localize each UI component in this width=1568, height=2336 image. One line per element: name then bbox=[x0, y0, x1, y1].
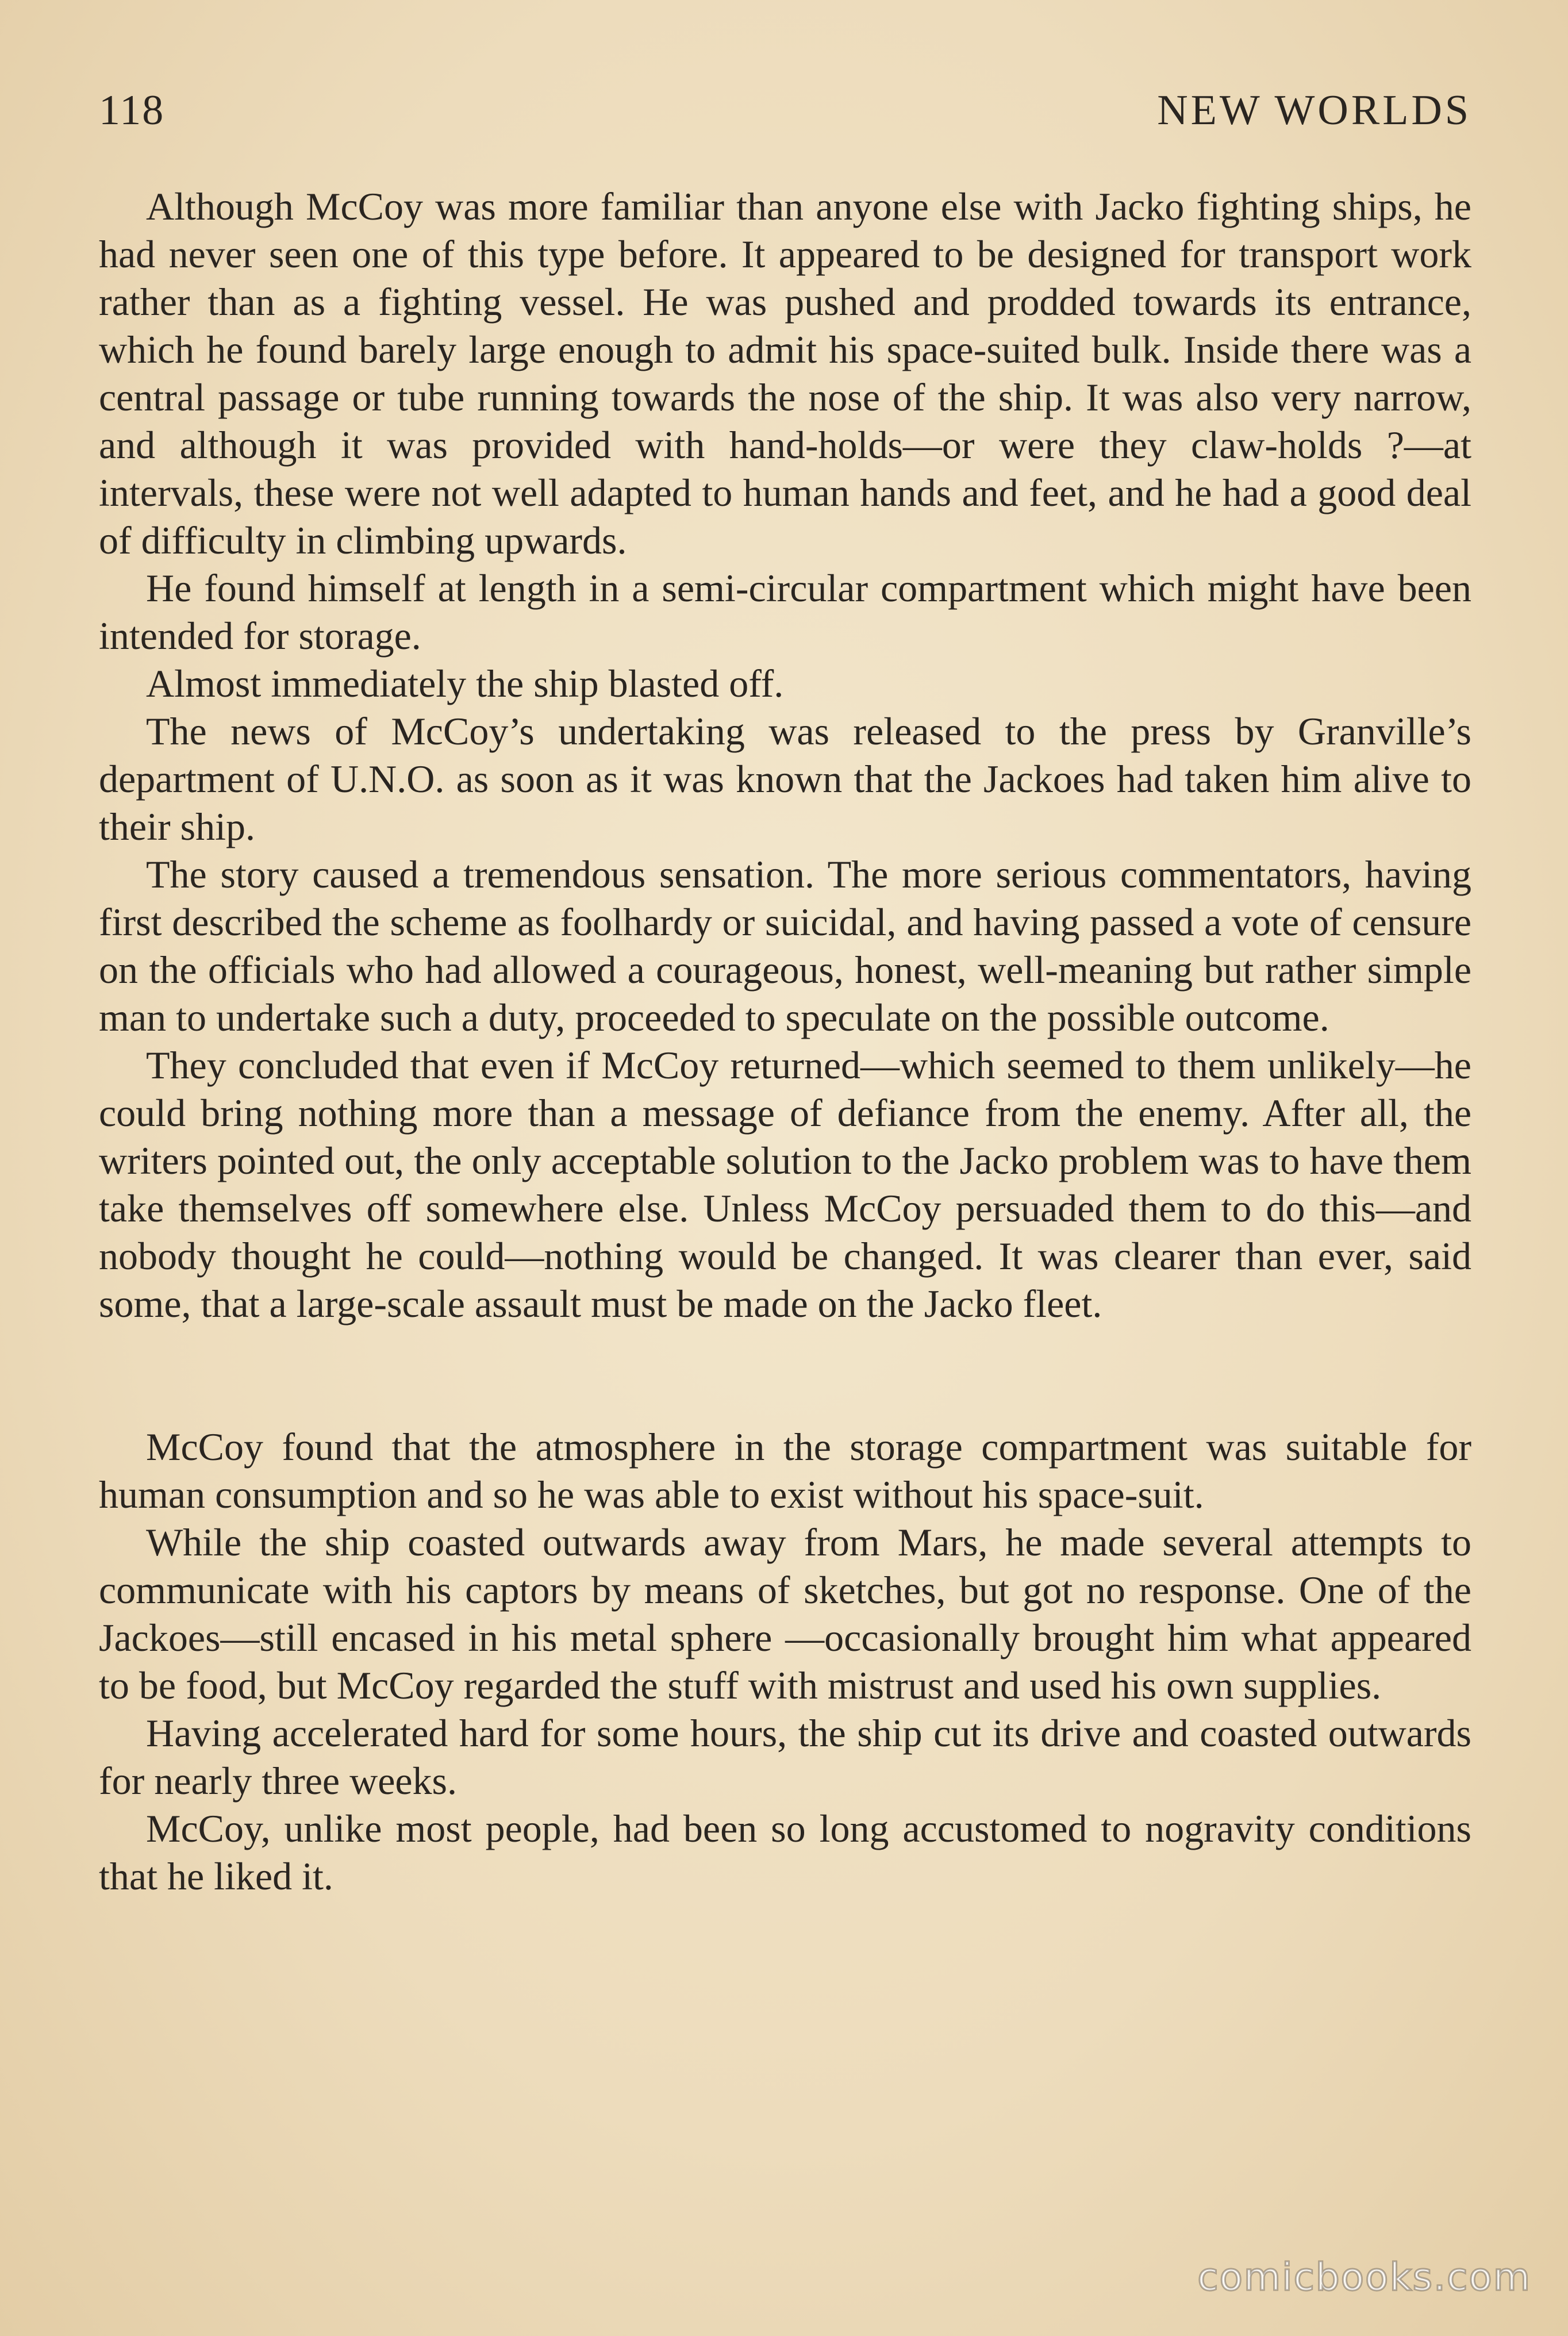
paragraph: While the ship coasted outwards away from Mars, he made several attempts to communicate with his captors by means of sketches, but got no response. One of the Jackoes—still encased in his metal sphere —occasionally brought him what appeared to be food, but McCoy regarded the stuff with mistrust and used his own supplies. bbox=[99, 1520, 1471, 1707]
paragraph: He found himself at length in a semi-circular compartment which might have been intended for storage. bbox=[99, 566, 1471, 658]
paragraph: Although McCoy was more familiar than anyone else with Jacko fighting ships, he had never seen one of this type before. It appeared to be designed for transport work rather than as a fighting vessel. He was pushed and prodded towards its entrance, which he found barely large enough to admit his space-suited bulk. Inside there was a central passage or tube running towards the nose of the ship. It was also very narrow, and although it was provided with hand-holds—or were they claw-holds ?—at intervals, these were not well adapted to human hands and feet, and he had a good deal of difficulty in climbing upwards. bbox=[99, 185, 1471, 562]
section-break bbox=[99, 1328, 1471, 1423]
running-title: NEW WORLDS bbox=[1157, 87, 1471, 134]
body-text bbox=[99, 183, 1471, 1900]
paragraph: McCoy, unlike most people, had been so long accustomed to nogravity conditions that he liked it. bbox=[99, 1807, 1471, 1898]
watermark: comicbooks.com bbox=[1197, 2255, 1531, 2299]
paragraph: The story caused a tremendous sensation. The more serious commentators, having first described the scheme as foolhardy or suicidal, and having passed a vote of censure on the officials who had allowed a courageous, honest, well-meaning but rather simple man to undertake such a duty, proceeded to speculate on the possible outcome. bbox=[99, 852, 1471, 1039]
paragraph: Having accelerated hard for some hours, the ship cut its drive and coasted outwards for nearly three weeks. bbox=[99, 1711, 1471, 1803]
page-number: 118 bbox=[99, 87, 165, 134]
paragraph: The news of McCoy’s undertaking was released to the press by Granville’s department of U.N.O. as soon as it was known that the Jackoes had taken him alive to their ship. bbox=[99, 709, 1471, 848]
paragraph: Almost immediately the ship blasted off. bbox=[146, 662, 784, 705]
page-header bbox=[99, 86, 1471, 149]
paragraph: They concluded that even if McCoy returned—which seemed to them unlikely—he could bring nothing more than a message of defiance from the enemy. After all, the writers pointed out, the only acceptable solution to the Jacko problem was to have them take themselves off somewhere else. Unless McCoy persuaded them to do this—and nobody thought he could—nothing would be changed. It was clearer than ever, said some, that a large-scale assault must be made on the Jacko fleet. bbox=[99, 1043, 1471, 1325]
paragraph: McCoy found that the atmosphere in the storage compartment was suitable for human consumption and so he was able to exist without his space-suit. bbox=[99, 1425, 1471, 1516]
